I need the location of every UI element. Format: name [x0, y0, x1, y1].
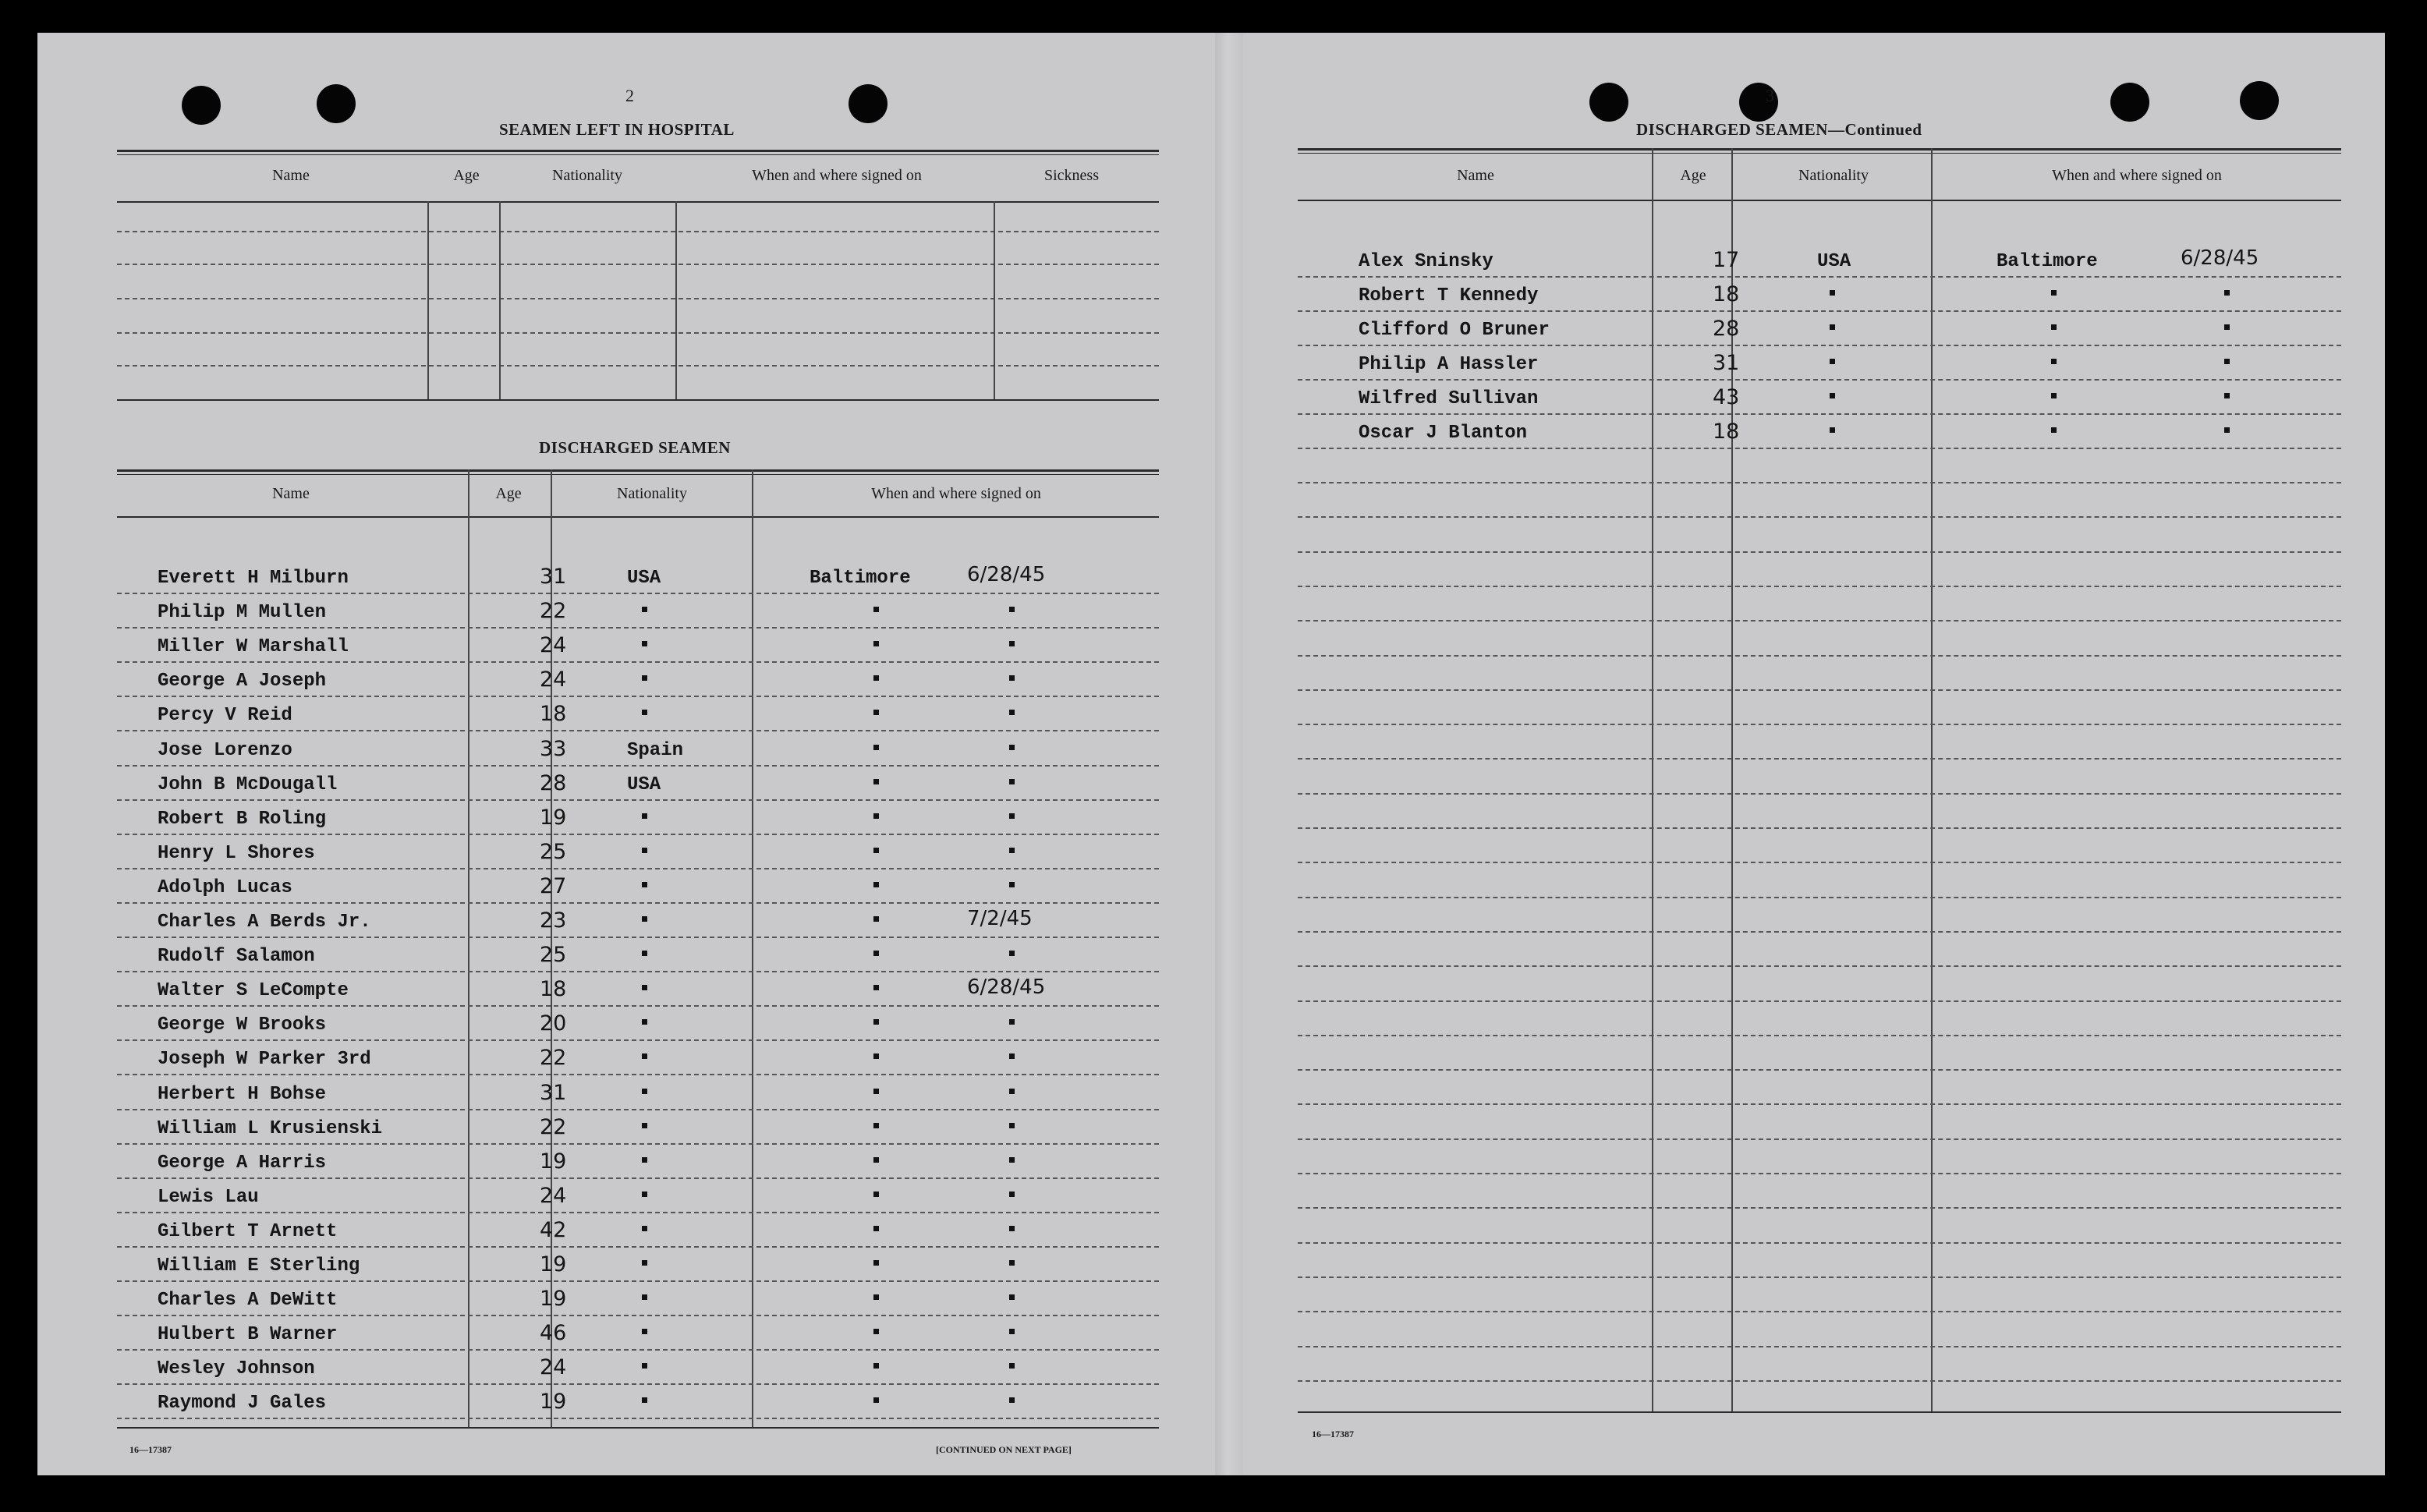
ditto-mark: [1009, 848, 1015, 853]
ditto-mark: [642, 1123, 647, 1128]
ditto-mark: [642, 675, 647, 681]
seaman-name: George W Brooks: [158, 1014, 327, 1036]
row-rule: [1298, 931, 2341, 933]
seaman-name: Oscar J Blanton: [1359, 423, 1528, 444]
ditto-mark: [642, 1053, 647, 1059]
page-number: 2: [625, 86, 634, 105]
seaman-age: 24: [540, 1183, 567, 1208]
seaman-name: Gilbert T Arnett: [158, 1220, 338, 1242]
header-nationality: Nationality: [617, 485, 687, 502]
ditto-mark: [1830, 393, 1835, 398]
ditto-mark: [642, 1260, 647, 1266]
seaman-age: 19: [540, 1390, 567, 1415]
ditto-mark: [1009, 1329, 1015, 1334]
row-rule: [1298, 1277, 2341, 1278]
seaman-name: Charles A DeWitt: [158, 1290, 338, 1312]
row-rule: [1298, 1173, 2341, 1174]
row-rule: [1298, 1069, 2341, 1071]
ditto-mark: [873, 1019, 879, 1025]
discharged-section-title: DISCHARGED SEAMEN: [539, 438, 731, 457]
ditto-mark: [2051, 393, 2057, 398]
ditto-mark: [642, 951, 647, 956]
ditto-mark: [873, 1123, 879, 1128]
seaman-age: 33: [540, 736, 567, 761]
header-name: Name: [272, 485, 310, 502]
row-rule: [117, 799, 1159, 801]
seaman-name: Robert B Roling: [158, 808, 327, 830]
ditto-mark: [642, 607, 647, 612]
ditto-mark: [1009, 1260, 1015, 1266]
ditto-mark: [1009, 1089, 1015, 1094]
seaman-age: 18: [540, 702, 567, 727]
ditto-mark: [642, 1329, 647, 1334]
page-number: 3: [1766, 86, 1774, 105]
seaman-age: 42: [540, 1217, 567, 1242]
ditto-mark: [2224, 324, 2230, 330]
row-rule: [1298, 793, 2341, 795]
ditto-mark: [2051, 290, 2057, 296]
ditto-mark: [2051, 324, 2057, 330]
seaman-age: 18: [540, 977, 567, 1002]
header-name: Name: [272, 167, 310, 184]
ditto-mark: [642, 985, 647, 990]
header-sickness: Sickness: [1044, 167, 1099, 184]
seaman-age: 23: [540, 908, 567, 933]
ditto-mark: [1009, 882, 1015, 887]
seaman-age: 18: [1713, 282, 1740, 306]
seaman-age: 31: [1713, 351, 1740, 375]
ditto-mark: [873, 813, 879, 819]
ditto-mark: [873, 607, 879, 612]
punch-hole: [2240, 81, 2279, 120]
punch-hole: [1589, 83, 1628, 122]
header-age: Age: [453, 167, 480, 184]
ditto-mark: [1009, 710, 1015, 715]
seaman-age: 19: [540, 1287, 567, 1312]
seaman-age: 22: [540, 1046, 567, 1071]
seaman-name: Henry L Shores: [158, 842, 315, 864]
ditto-mark: [642, 1019, 647, 1025]
ditto-mark: [2051, 427, 2057, 433]
ditto-mark: [1009, 1226, 1015, 1231]
seaman-name: George A Harris: [158, 1152, 327, 1174]
ditto-mark: [2224, 359, 2230, 364]
row-rule: [1298, 965, 2341, 967]
header-nationality: Nationality: [1798, 167, 1869, 184]
seaman-age: 19: [540, 1252, 567, 1277]
ditto-mark: [873, 1226, 879, 1231]
ditto-mark: [873, 779, 879, 784]
row-rule: [117, 1143, 1159, 1145]
ditto-mark: [1009, 779, 1015, 784]
ditto-mark: [1009, 1157, 1015, 1163]
row-rule: [1298, 1242, 2341, 1244]
punch-hole: [317, 84, 356, 123]
row-rule: [117, 1280, 1159, 1282]
seaman-age: 43: [1713, 385, 1740, 409]
seaman-age: 31: [540, 1080, 567, 1105]
ditto-mark: [2224, 393, 2230, 398]
ditto-mark: [1009, 641, 1015, 646]
row-rule: [117, 661, 1159, 663]
continued-note: [CONTINUED ON NEXT PAGE]: [936, 1444, 1072, 1455]
seaman-name: Wesley Johnson: [158, 1358, 315, 1380]
row-rule: [1298, 310, 2341, 312]
signed-on-date: 6/28/45: [967, 563, 1046, 586]
seaman-name: Charles A Berds Jr.: [158, 912, 371, 933]
ditto-mark: [1830, 324, 1835, 330]
seaman-age: 25: [540, 839, 567, 864]
seaman-nationality: USA: [627, 774, 661, 795]
ditto-mark: [873, 882, 879, 887]
scanned-sheet: [37, 33, 2385, 1475]
row-rule: [117, 1005, 1159, 1007]
form-number: 16—17387: [129, 1444, 172, 1455]
row-rule: [1298, 1035, 2341, 1036]
header-signed-on: When and where signed on: [752, 167, 922, 184]
row-rule: [1298, 276, 2341, 278]
seaman-age: 31: [540, 565, 567, 589]
row-rule: [1298, 897, 2341, 898]
ditto-mark: [873, 1363, 879, 1369]
row-rule: [117, 834, 1159, 835]
row-rule: [1298, 1103, 2341, 1105]
ditto-mark: [1009, 1123, 1015, 1128]
seaman-age: 22: [540, 599, 567, 624]
ditto-mark: [873, 1294, 879, 1300]
ditto-mark: [642, 1157, 647, 1163]
ditto-mark: [2224, 290, 2230, 296]
row-rule: [1298, 862, 2341, 863]
row-rule: [117, 1177, 1159, 1179]
row-rule: [1298, 379, 2341, 381]
ditto-mark: [1009, 1397, 1015, 1403]
row-rule: [117, 1418, 1159, 1419]
seaman-name: Percy V Reid: [158, 705, 292, 727]
row-rule: [117, 1315, 1159, 1316]
ditto-mark: [873, 1192, 879, 1197]
ditto-mark: [873, 985, 879, 990]
row-rule: [117, 730, 1159, 731]
ditto-mark: [642, 710, 647, 715]
header-signed-on: When and where signed on: [2052, 167, 2222, 184]
header-age: Age: [1680, 167, 1706, 184]
ditto-mark: [873, 951, 879, 956]
ditto-mark: [1009, 1363, 1015, 1369]
seaman-age: 22: [540, 1114, 567, 1139]
form-number: 16—17387: [1312, 1429, 1354, 1439]
ditto-mark: [1009, 675, 1015, 681]
seaman-name: Joseph W Parker 3rd: [158, 1049, 371, 1071]
seaman-name: Clifford O Bruner: [1359, 320, 1550, 341]
ditto-mark: [873, 1329, 879, 1334]
signed-on-date: 6/28/45: [2181, 246, 2259, 270]
ditto-mark: [1009, 1192, 1015, 1197]
seaman-name: Hulbert B Warner: [158, 1324, 338, 1346]
row-rule: [1298, 482, 2341, 483]
ditto-mark: [1009, 745, 1015, 750]
ditto-mark: [642, 916, 647, 922]
seaman-name: Everett H Milburn: [158, 568, 349, 589]
row-rule: [117, 1246, 1159, 1248]
ditto-mark: [1009, 813, 1015, 819]
ditto-mark: [873, 916, 879, 922]
seaman-age: 25: [540, 943, 567, 968]
seaman-name: Jose Lorenzo: [158, 739, 292, 761]
ditto-mark: [873, 675, 879, 681]
row-rule: [1298, 345, 2341, 346]
row-rule: [1298, 448, 2341, 449]
row-rule: [1298, 413, 2341, 415]
ditto-mark: [642, 1397, 647, 1403]
ditto-mark: [1009, 1294, 1015, 1300]
ditto-mark: [642, 1192, 647, 1197]
ditto-mark: [642, 848, 647, 853]
ditto-mark: [873, 641, 879, 646]
row-rule: [1298, 1138, 2341, 1140]
signed-on-place: Baltimore: [810, 568, 911, 589]
seaman-age: 19: [540, 1149, 567, 1174]
seaman-age: 27: [540, 873, 567, 898]
row-rule: [1298, 1311, 2341, 1312]
header-age: Age: [495, 485, 522, 502]
row-rule: [1298, 655, 2341, 657]
seaman-name: Philip A Hassler: [1359, 354, 1539, 375]
seaman-age: 18: [1713, 420, 1740, 444]
seaman-age: 24: [540, 667, 567, 692]
seaman-age: 20: [540, 1011, 567, 1036]
seaman-age: 19: [540, 805, 567, 830]
discharged-continued-title: DISCHARGED SEAMEN—Continued: [1636, 120, 1922, 139]
row-rule: [117, 765, 1159, 767]
row-rule: [117, 1074, 1159, 1075]
ditto-mark: [1830, 359, 1835, 364]
seaman-name: John B McDougall: [158, 774, 338, 795]
row-rule: [117, 868, 1159, 869]
seaman-age: 17: [1713, 248, 1740, 272]
ditto-mark: [873, 1397, 879, 1403]
seaman-name: Alex Sninsky: [1359, 251, 1493, 272]
ditto-mark: [2224, 427, 2230, 433]
ditto-mark: [2051, 359, 2057, 364]
ditto-mark: [642, 1363, 647, 1369]
seaman-nationality: USA: [1817, 251, 1851, 272]
hospital-section-title: SEAMEN LEFT IN HOSPITAL: [499, 120, 735, 139]
row-rule: [1298, 516, 2341, 518]
seaman-name: William E Sterling: [158, 1255, 360, 1277]
row-rule: [117, 1212, 1159, 1213]
punch-hole: [182, 86, 221, 125]
punch-hole: [2110, 83, 2149, 122]
row-rule: [117, 1349, 1159, 1351]
page-fold: [1215, 33, 1243, 1475]
seaman-age: 28: [540, 770, 567, 795]
seaman-name: Herbert H Bohse: [158, 1083, 327, 1105]
seaman-name: Wilfred Sullivan: [1359, 388, 1539, 409]
ditto-mark: [642, 1294, 647, 1300]
row-rule: [117, 1039, 1159, 1041]
seaman-name: Rudolf Salamon: [158, 946, 315, 968]
seaman-age: 28: [1713, 317, 1740, 341]
row-rule: [117, 1383, 1159, 1385]
header-nationality: Nationality: [552, 167, 622, 184]
row-rule: [1298, 1346, 2341, 1347]
ditto-mark: [873, 710, 879, 715]
row-rule: [1298, 586, 2341, 587]
signed-on-place: Baltimore: [1997, 251, 2098, 272]
seaman-name: Miller W Marshall: [158, 636, 349, 658]
row-rule: [117, 971, 1159, 972]
ditto-mark: [873, 848, 879, 853]
row-rule: [1298, 827, 2341, 829]
seaman-age: 24: [540, 1355, 567, 1380]
ditto-mark: [873, 745, 879, 750]
row-rule: [1298, 758, 2341, 760]
seaman-age: 24: [540, 633, 567, 658]
seaman-name: William L Krusienski: [158, 1117, 383, 1139]
row-rule: [1298, 1380, 2341, 1382]
ditto-mark: [873, 1053, 879, 1059]
seaman-nationality: Spain: [627, 739, 684, 761]
ditto-mark: [873, 1157, 879, 1163]
ditto-mark: [1009, 951, 1015, 956]
seaman-name: Lewis Lau: [158, 1186, 259, 1208]
row-rule: [117, 696, 1159, 697]
seaman-name: Raymond J Gales: [158, 1393, 327, 1415]
row-rule: [1298, 620, 2341, 621]
header-name: Name: [1457, 167, 1494, 184]
ditto-mark: [873, 1260, 879, 1266]
ditto-mark: [642, 813, 647, 819]
seaman-age: 46: [540, 1321, 567, 1346]
ditto-mark: [642, 1089, 647, 1094]
ditto-mark: [1830, 427, 1835, 433]
row-rule: [117, 627, 1159, 629]
ditto-mark: [873, 1089, 879, 1094]
ditto-mark: [642, 1226, 647, 1231]
row-rule: [1298, 724, 2341, 725]
seaman-nationality: USA: [627, 568, 661, 589]
header-signed-on: When and where signed on: [871, 485, 1041, 502]
row-rule: [1298, 689, 2341, 691]
row-rule: [117, 1109, 1159, 1110]
seaman-name: Walter S LeCompte: [158, 980, 349, 1002]
ditto-mark: [1009, 1053, 1015, 1059]
signed-on-date: 6/28/45: [967, 976, 1046, 1000]
row-rule: [117, 902, 1159, 904]
seaman-name: Philip M Mullen: [158, 602, 327, 624]
row-rule: [1298, 1000, 2341, 1002]
ditto-mark: [1830, 290, 1835, 296]
row-rule: [1298, 551, 2341, 553]
seaman-name: Robert T Kennedy: [1359, 285, 1539, 306]
row-rule: [117, 937, 1159, 938]
row-rule: [1298, 1207, 2341, 1209]
seaman-name: George A Joseph: [158, 671, 327, 692]
ditto-mark: [1009, 607, 1015, 612]
punch-hole: [849, 84, 888, 123]
row-rule: [117, 593, 1159, 594]
signed-on-date: 7/2/45: [967, 907, 1033, 930]
ditto-mark: [642, 882, 647, 887]
ditto-mark: [1009, 1019, 1015, 1025]
ditto-mark: [642, 641, 647, 646]
seaman-name: Adolph Lucas: [158, 876, 292, 898]
